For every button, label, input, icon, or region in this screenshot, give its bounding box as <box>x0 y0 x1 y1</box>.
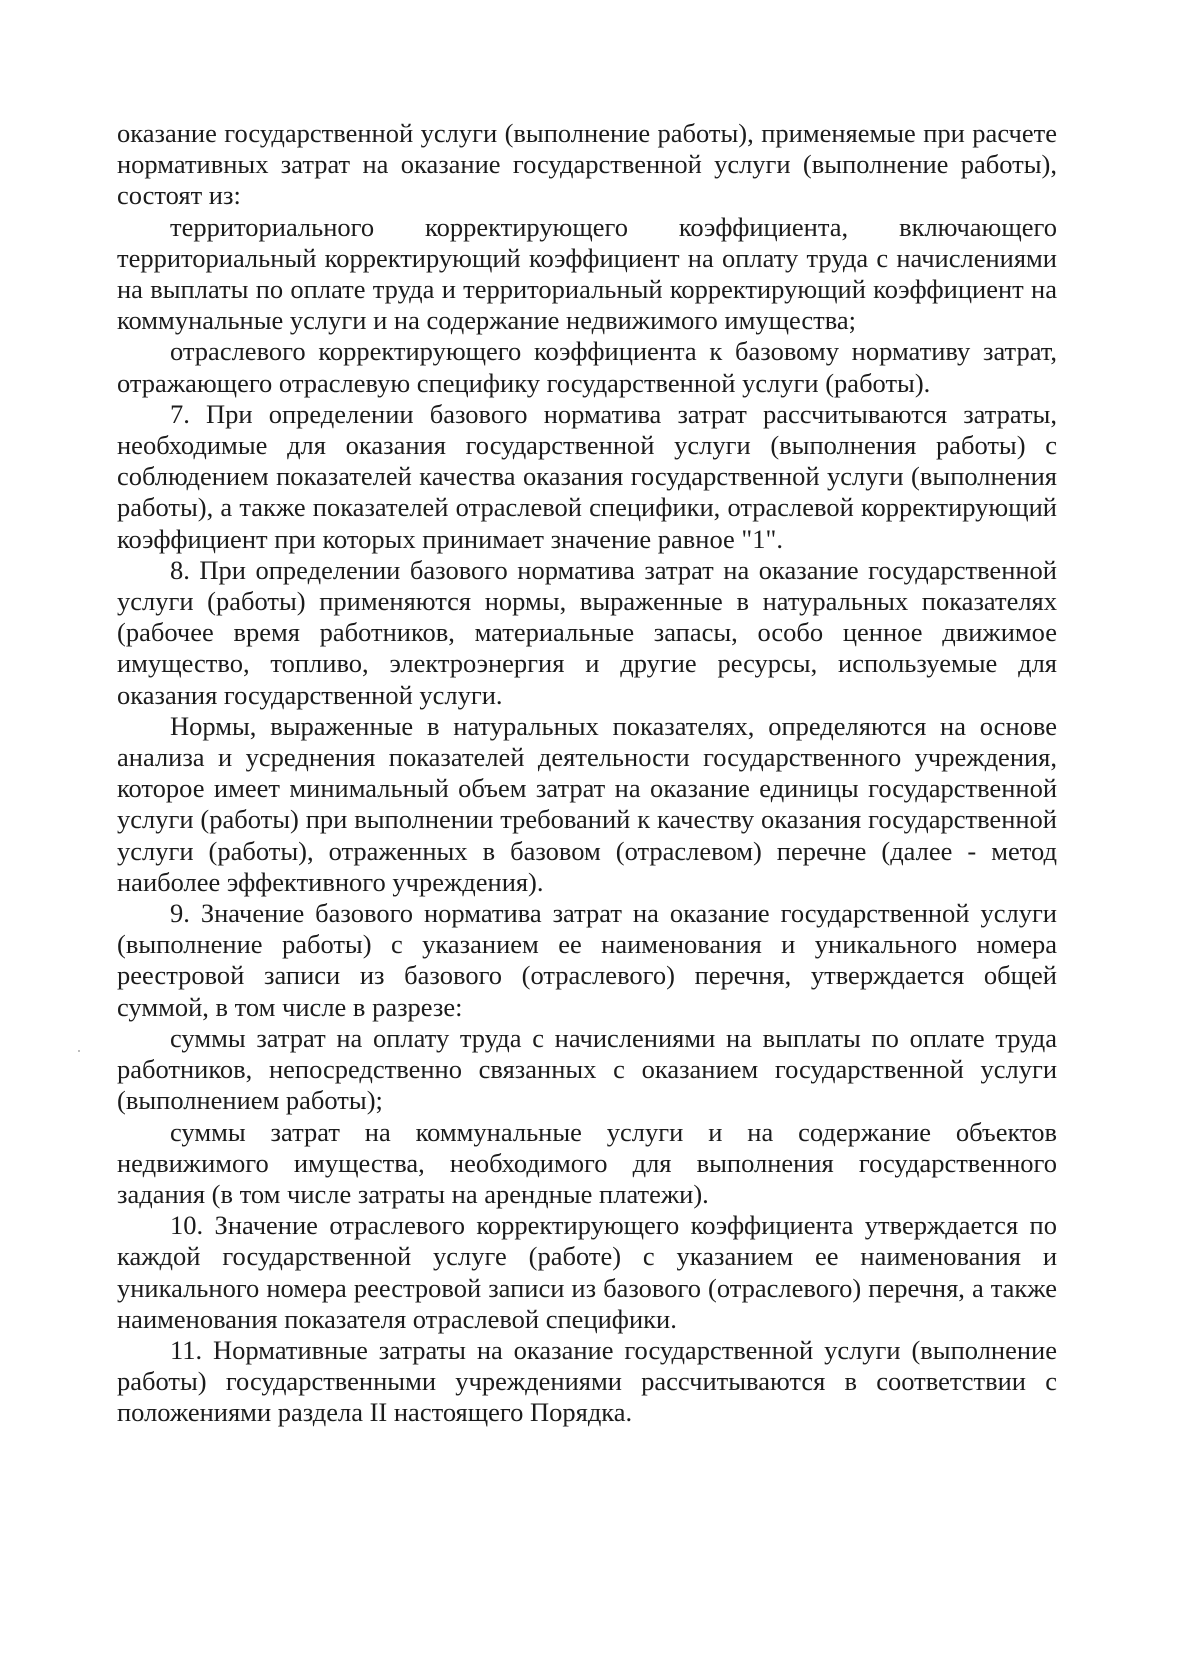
paragraph-item-10: 10. Значение отраслевого корректирующего коэффициента утверждается по каждой государственной услуге (работе) с указанием ее наименования и уникального номера реестровой записи из базового (отраслевого) перечня, а также наименования показателя отраслевой специфики. <box>117 1210 1057 1334</box>
paragraph-labor-costs: суммы затрат на оплату труда с начислениями на выплаты по оплате труда работников, непосредственно связанных с оказанием государственной услуги (выполнением работы); <box>117 1022 1057 1116</box>
paragraph-continuation: оказание государственной услуги (выполнение работы), применяемые при расчете нормативных затрат на оказание государственной услуги (выполнение работы), состоят из: <box>117 118 1057 211</box>
paragraph-item-8: 8. При определении базового норматива затрат на оказание государственной услуги (работы) применяются нормы, выраженные в натуральных показателях (рабочее время работников, материальные запасы, особо ценное движимое имущество, топливо, электроэнергия и другие ресурсы, используемые для оказания государственной услуги. <box>117 554 1057 710</box>
paragraph-sectoral-coefficient: отраслевого корректирующего коэффициента к базовому нормативу затрат, отражающего отраслевую специфику государственной услуги (работы). <box>117 336 1057 398</box>
paragraph-item-7: 7. При определении базового норматива затрат рассчитываются затраты, необходимые для оказания государственной услуги (выполнения работы) с соблюдением показателей качества оказания государственной услуги (выполнения работы), а также показателей отраслевой специфики, отраслевой корректирующий коэффициент при которых принимает значение равное "1". <box>117 398 1057 554</box>
paragraph-utility-costs: суммы затрат на коммунальные услуги и на содержание объектов недвижимого имущества, необходимого для выполнения государственного задания (в том числе затраты на арендные платежи). <box>117 1116 1057 1209</box>
paragraph-item-9: 9. Значение базового норматива затрат на оказание государственной услуги (выполнение работы) с указанием ее наименования и уникального номера реестровой записи из базового (отраслевого) перечня, утверждается общей суммой, в том числе в разрезе: <box>117 898 1057 1022</box>
paragraph-item-11: 11. Нормативные затраты на оказание государственной услуги (выполнение работы) государственными учреждениями рассчитываются в соответствии с положениями раздела II настоящего Порядка. <box>117 1334 1057 1428</box>
paragraph-norms: Нормы, выраженные в натуральных показателях, определяются на основе анализа и усреднения показателей деятельности государственного учреждения, которое имеет минимальный объем затрат на оказание единицы государственной услуги (работы) при выполнении требований к качеству оказания государственной услуги (работы), отраженных в базовом (отраслевом) перечне (далее - метод наиболее эффективного учреждения). <box>117 710 1057 897</box>
document-body <box>117 118 1057 1429</box>
paragraph-territorial-coefficient: территориального корректирующего коэффициента, включающего территориальный корректирующий коэффициент на оплату труда с начислениями на выплаты по оплате труда и территориальный корректирующий коэффициент на коммунальные услуги и на содержание недвижимого имущества; <box>117 211 1057 336</box>
scan-speck <box>78 1050 80 1052</box>
